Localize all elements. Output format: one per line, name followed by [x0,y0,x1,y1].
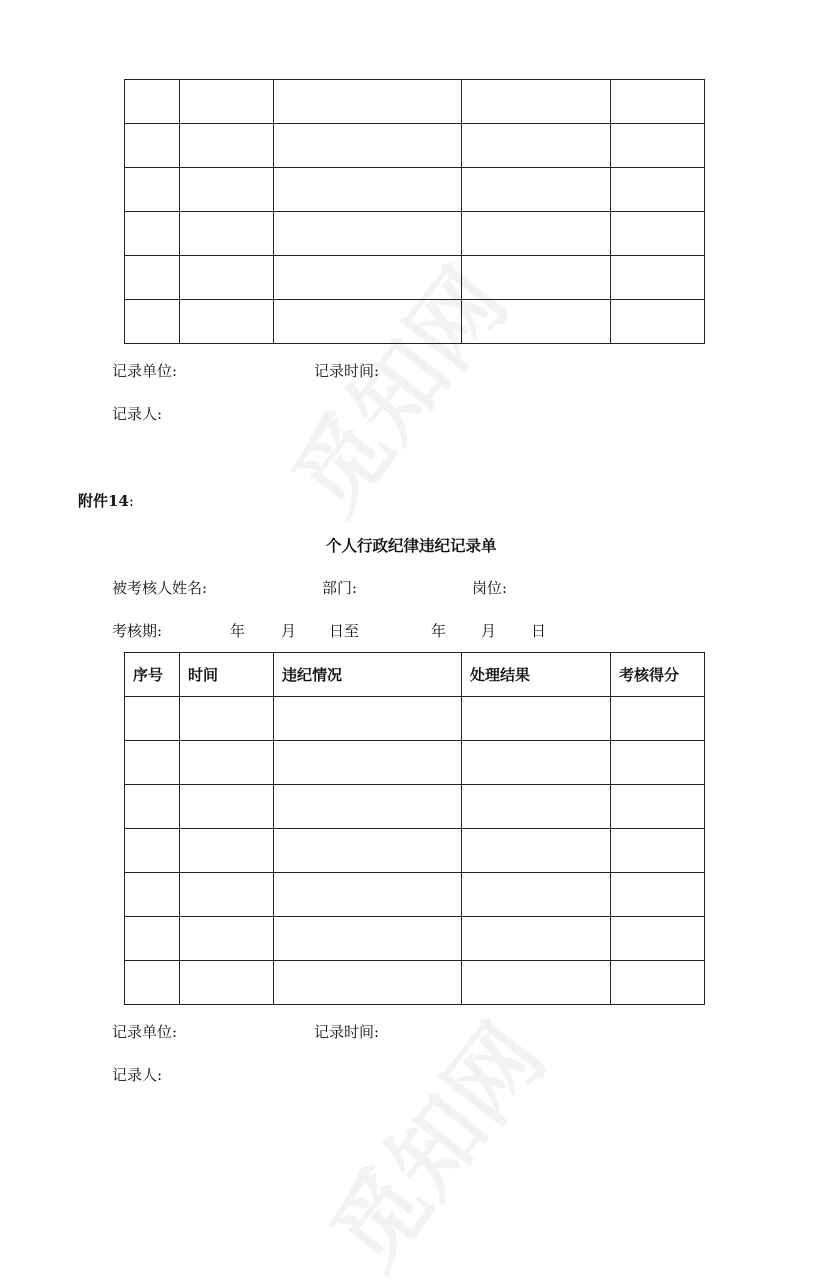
table-row [125,256,705,300]
table-cell[interactable] [274,168,462,212]
bottom-record-unit-label: 记录单位: [112,1023,178,1041]
column-header-score: 考核得分 [611,653,705,697]
table-cell[interactable] [274,300,462,344]
table-cell[interactable] [125,212,180,256]
period-start-year: 年 [230,622,246,640]
table-cell[interactable] [462,785,611,829]
examinee-name-label: 被考核人姓名: [112,579,208,597]
table-cell[interactable] [274,697,462,741]
table-header-row [125,653,705,697]
table-cell[interactable] [611,256,705,300]
annex-label [78,494,134,509]
table-cell[interactable] [180,741,274,785]
table-cell[interactable] [274,741,462,785]
table-cell[interactable] [462,961,611,1005]
period-start-month: 月 [281,622,297,640]
table-row [125,168,705,212]
column-header-violation: 违纪情况 [274,653,462,697]
period-end-month: 月 [481,622,497,640]
table-cell[interactable] [274,212,462,256]
table-cell[interactable] [125,300,180,344]
table-cell[interactable] [274,80,462,124]
table-cell[interactable] [462,829,611,873]
period-start-day-to: 日至 [329,622,360,640]
top-recorder-label: 记录人: [112,405,163,423]
watermark-bottom [317,1009,559,1283]
assessment-period-label: 考核期: [112,622,163,640]
table-row [125,300,705,344]
table-cell[interactable] [180,829,274,873]
table-cell[interactable] [611,212,705,256]
table-cell[interactable] [274,961,462,1005]
table-cell[interactable] [462,168,611,212]
table-cell[interactable] [611,697,705,741]
table-cell[interactable] [611,961,705,1005]
table-cell[interactable] [274,785,462,829]
table-row [125,741,705,785]
table-cell[interactable] [180,124,274,168]
table-row [125,80,705,124]
table-cell[interactable] [462,697,611,741]
table-cell[interactable] [611,300,705,344]
table-cell[interactable] [274,917,462,961]
table-cell[interactable] [611,873,705,917]
table-cell[interactable] [180,212,274,256]
table-cell[interactable] [462,124,611,168]
table-cell[interactable] [462,256,611,300]
bottom-recorder-label: 记录人: [112,1066,163,1084]
table-cell[interactable] [180,917,274,961]
table-cell[interactable] [611,168,705,212]
table-cell[interactable] [611,917,705,961]
column-header-result: 处理结果 [462,653,611,697]
period-end-year: 年 [431,622,447,640]
annex-label-colon: : [128,492,134,510]
table-cell[interactable] [180,256,274,300]
table-cell[interactable] [125,80,180,124]
table-cell[interactable] [180,300,274,344]
table-row [125,829,705,873]
table-cell[interactable] [462,212,611,256]
table-cell[interactable] [611,80,705,124]
table-row [125,873,705,917]
table-cell[interactable] [125,917,180,961]
continued-record-table [124,79,705,344]
table-row [125,124,705,168]
table-cell[interactable] [125,829,180,873]
annex-label-text: 附件14 [78,492,129,510]
table-cell[interactable] [180,80,274,124]
table-cell[interactable] [125,697,180,741]
period-end-day: 日 [531,622,547,640]
table-cell[interactable] [180,697,274,741]
table-cell[interactable] [125,124,180,168]
bottom-record-time-label: 记录时间: [314,1023,380,1041]
column-header-time: 时间 [180,653,274,697]
table-cell[interactable] [274,256,462,300]
post-label: 岗位: [472,579,508,597]
table-cell[interactable] [274,829,462,873]
table-cell[interactable] [125,741,180,785]
table-cell[interactable] [125,961,180,1005]
table-cell[interactable] [180,785,274,829]
table-row [125,697,705,741]
table-cell[interactable] [125,168,180,212]
department-label: 部门: [322,579,358,597]
table-cell[interactable] [180,168,274,212]
table-cell[interactable] [274,873,462,917]
table-cell[interactable] [611,124,705,168]
table-cell[interactable] [274,124,462,168]
form-title: 个人行政纪律违纪记录单 [326,536,497,555]
top-record-unit-label: 记录单位: [112,362,178,380]
table-row [125,917,705,961]
table-cell[interactable] [611,785,705,829]
table-cell[interactable] [180,873,274,917]
violation-record-table [124,652,705,1005]
table-row [125,212,705,256]
table-cell[interactable] [125,256,180,300]
table-cell[interactable] [125,873,180,917]
table-cell[interactable] [462,873,611,917]
table-cell[interactable] [125,785,180,829]
table-cell[interactable] [462,741,611,785]
table-cell[interactable] [611,741,705,785]
table-cell[interactable] [611,829,705,873]
table-row [125,785,705,829]
top-record-time-label: 记录时间: [314,362,380,380]
table-cell[interactable] [462,917,611,961]
table-row [125,961,705,1005]
table-cell[interactable] [180,961,274,1005]
table-cell[interactable] [462,80,611,124]
table-cell[interactable] [462,300,611,344]
column-header-serial: 序号 [125,653,180,697]
